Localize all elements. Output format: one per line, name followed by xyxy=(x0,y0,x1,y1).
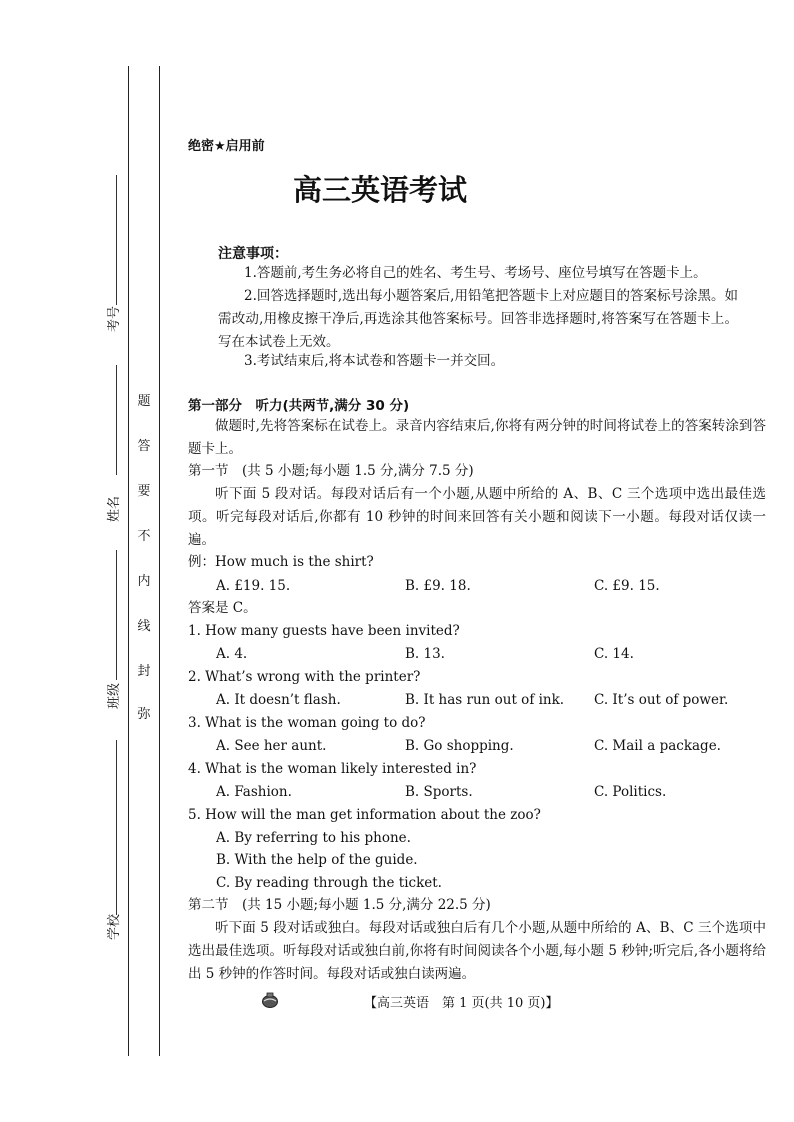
field-label-exam-number: 考号 xyxy=(107,305,122,332)
section1-heading: 第一节 (共 5 小题;每小题 1.5 分,满分 7.5 分) xyxy=(188,463,474,479)
example-option-b: B. £9. 18. xyxy=(405,578,471,594)
binding-warning-char: 题 xyxy=(137,394,151,409)
binding-warning-char: 内 xyxy=(137,574,151,589)
section2-heading: 第二节 (共 15 小题;每小题 1.5 分,满分 22.5 分) xyxy=(188,897,491,913)
notice-item: 2.回答选择题时,选出每小题答案后,用铅笔把答题卡上对应题目的答案标号涂黑。如需改动,用橡皮擦干净后,再选涂其他答案标号。回答非选择题时,将答案写在答题卡上。写在本试卷上无效。 xyxy=(218,288,738,350)
binding-warning-char: 封 xyxy=(137,664,151,679)
part1-intro: 做题时,先将答案标在试卷上。录音内容结束后,你将有两分钟的时间将试卷上的答案转涂到答题卡上。 xyxy=(188,418,766,457)
binding-warning-char: 要 xyxy=(137,484,151,499)
binding-warning-char: 弥 xyxy=(137,707,151,722)
option-c: C. Mail a package. xyxy=(594,738,721,754)
page-footer: 【高三英语 第 1 页(共 10 页)】 xyxy=(364,996,559,1011)
option-c: C. Politics. xyxy=(594,784,667,800)
section1-intro: 听下面 5 段对话。每段对话后有一个小题,从题中所给的 A、B、C 三个选项中选出最佳选项。听完每段对话后,你都有 10 秒钟的时间来回答有关小题和阅读下一小题。每段对话仅读一遍。 xyxy=(188,486,766,548)
option-b: B. 13. xyxy=(405,646,445,662)
question-stem: 3. What is the woman going to do? xyxy=(188,715,426,731)
confidential-label: 绝密★启用前 xyxy=(188,139,265,154)
example-option-a: A. £19. 15. xyxy=(216,578,291,594)
question-stem: 1. How many guests have been invited? xyxy=(188,623,460,639)
option-a: A. By referring to his phone. xyxy=(216,830,411,846)
option-a: A. See her aunt. xyxy=(216,738,327,754)
option-b: B. With the help of the guide. xyxy=(216,852,418,868)
notice-item: 1.答题前,考生务必将自己的姓名、考生号、考场号、座位号填写在答题卡上。 xyxy=(244,265,707,281)
publisher-logo-icon xyxy=(261,991,279,1009)
field-label-class: 班级 xyxy=(107,682,122,709)
binding-line-right xyxy=(159,66,160,1056)
option-a: A. It doesn’t flash. xyxy=(216,692,341,708)
field-underline-class xyxy=(116,550,117,680)
page-title: 高三英语考试 xyxy=(292,173,467,207)
question-stem: 5. How will the man get information about the zoo? xyxy=(188,807,541,823)
binding-warning-char: 线 xyxy=(137,619,151,634)
question-stem: 4. What is the woman likely interested in? xyxy=(188,761,477,777)
option-c: C. 14. xyxy=(594,646,634,662)
option-a: A. 4. xyxy=(216,646,248,662)
option-c: C. It’s out of power. xyxy=(594,692,729,708)
binding-line-left xyxy=(128,66,129,1056)
section2-intro: 听下面 5 段对话或独白。每段对话或独白后有几个小题,从题中所给的 A、B、C 三个选项中选出最佳选项。听每段对话或独白前,你将有时间阅读各个小题,每小题 5 秒钟;听完后,各小题将给出 5 秒钟的作答时间。每段对话或独白读两遍。 xyxy=(188,920,766,982)
field-underline-name xyxy=(116,365,117,475)
option-b: B. It has run out of ink. xyxy=(405,692,565,708)
field-label-name: 姓名 xyxy=(107,495,122,522)
field-underline-school xyxy=(116,740,117,915)
option-b: B. Sports. xyxy=(405,784,473,800)
binding-warning-char: 答 xyxy=(137,439,151,454)
binding-warning-char: 不 xyxy=(137,529,151,544)
option-a: A. Fashion. xyxy=(216,784,292,800)
example-answer: 答案是 C。 xyxy=(188,600,257,616)
option-b: B. Go shopping. xyxy=(405,738,514,754)
question-stem: 2. What’s wrong with the printer? xyxy=(188,669,421,685)
notice-heading: 注意事项： xyxy=(218,246,288,262)
field-label-school: 学校 xyxy=(107,913,122,940)
notice-item: 3.考试结束后,将本试卷和答题卡一并交回。 xyxy=(244,353,505,369)
option-c: C. By reading through the ticket. xyxy=(216,875,442,891)
example-question: 例：How much is the shirt? xyxy=(188,554,374,570)
example-option-c: C. £9. 15. xyxy=(594,578,660,594)
part1-heading: 第一部分 听力(共两节,满分 30 分) xyxy=(188,398,410,414)
